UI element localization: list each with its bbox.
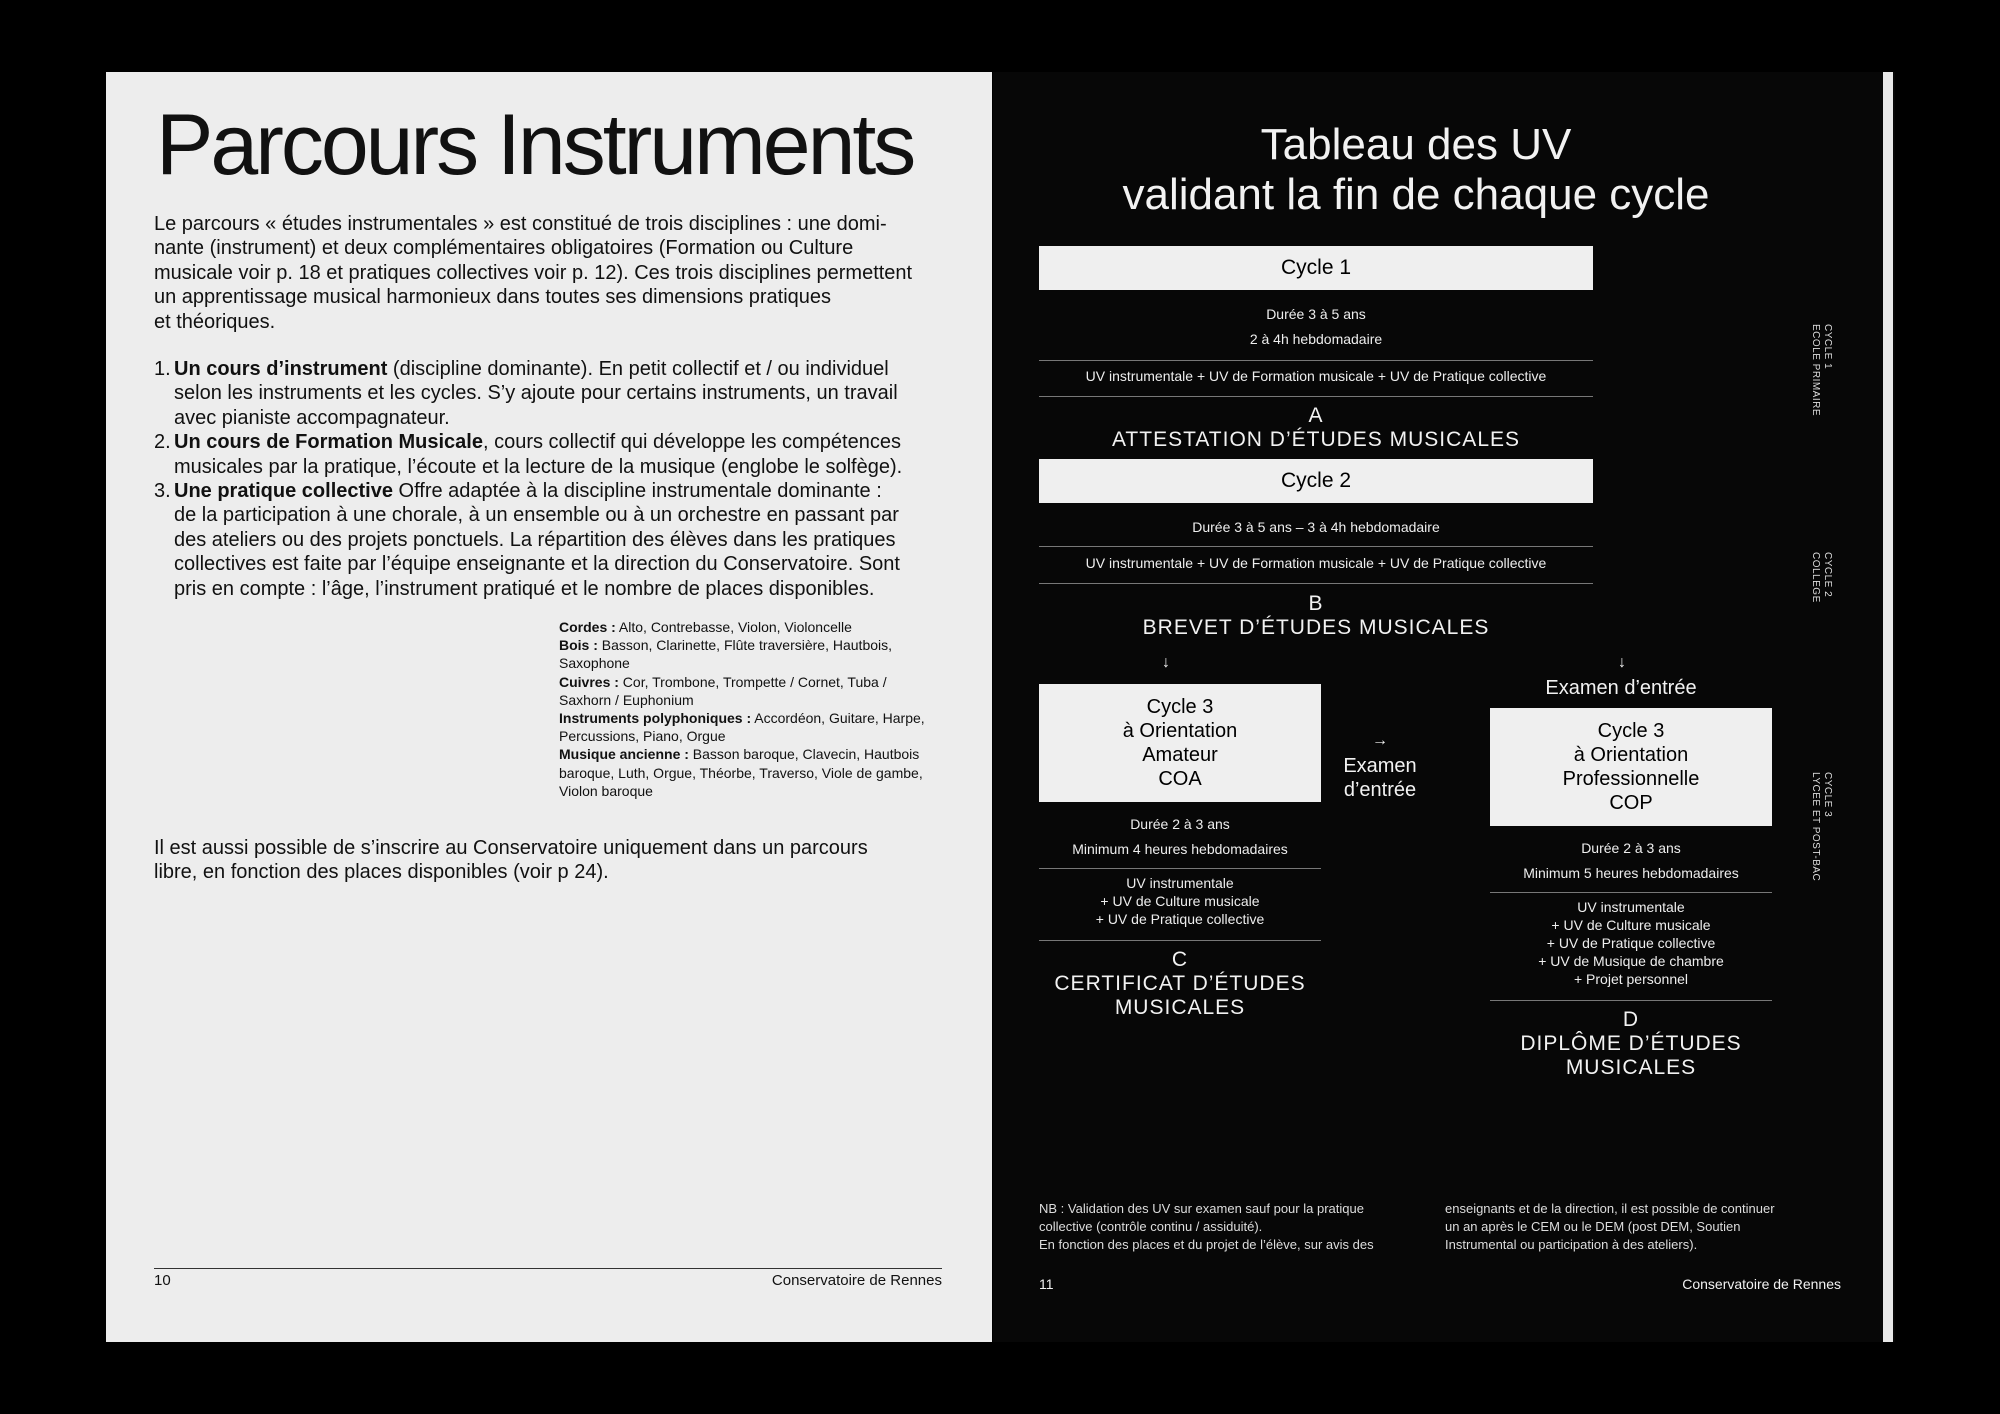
list-item-title: Un cours d’instrument [174, 358, 388, 380]
cop-hours: Minimum 5 heures hebdomadaires [1523, 865, 1739, 881]
disciplines-list [154, 357, 1054, 601]
family-label: Bois : [559, 637, 598, 654]
list-item [154, 357, 1054, 430]
list-item [154, 479, 1054, 601]
family-text: Alto, Contrebasse, Violon, Violoncelle [615, 619, 852, 635]
cycle1-duration: Durée 3 à 5 ans [1266, 306, 1366, 322]
note-right: enseignants et de la direction, il est possible de continuer un an après le CEM ou le DEM (post DEM, Soutien Instrumental ou participation à des ateliers). [1445, 1201, 1775, 1252]
intro-line: Le parcours « études instrumentales » est constitué de trois disciplines : une domi- [154, 213, 887, 235]
list-item-text: des ateliers ou des projets ponctuels. La répartition des élèves dans les pratiques [174, 528, 896, 551]
footer-rule [154, 1268, 942, 1269]
instrument-families [559, 618, 959, 800]
family-text: baroque, Luth, Orgue, Théorbe, Traverso, Viole de gambe, [559, 764, 923, 781]
page-edge [1883, 72, 1893, 1342]
page-number: 11 [1039, 1276, 1054, 1292]
family-text: Percussions, Piano, Orgue [559, 728, 726, 745]
family-text: Cor, Trombone, Trompette / Cornet, Tuba / [618, 673, 887, 690]
cycle2-uv: UV instrumentale + UV de Formation musicale + UV de Pratique collective [1085, 555, 1547, 571]
cycle2-diploma [1039, 592, 1593, 640]
page-number: 10 [154, 1272, 171, 1289]
family-label: Instruments polyphoniques : [559, 709, 752, 726]
diploma-letter: C [1171, 948, 1189, 971]
divider [1039, 868, 1321, 869]
cop-diploma: D DIPLÔME D’ÉTUDES MUSICALES [1490, 1008, 1772, 1080]
intro-line: et théoriques. [154, 310, 276, 333]
outro-line: libre, en fonction des places disponibles (voir p 24). [154, 861, 609, 884]
intro-line: un apprentissage musical harmonieux dans toutes ses dimensions pratiques [154, 286, 832, 309]
cycle1-diploma [1039, 404, 1593, 452]
coa-uv: UV instrumentale + UV de Culture musicale + UV de Pratique collective [1095, 875, 1265, 927]
family-polyphoniques [559, 709, 959, 745]
family-cordes [559, 618, 959, 636]
cop-box: Cycle 3 à Orientation Professionnelle COP [1490, 708, 1772, 826]
coa-to-cop-exam: Examen d’entrée [1343, 755, 1417, 801]
diploma-name: ATTESTATION D’ÉTUDES MUSICALES [1111, 428, 1521, 451]
list-item-text: de la participation à une chorale, à un ensemble ou à un orchestre en passant par [174, 504, 899, 527]
coa-duration: Durée 2 à 3 ans [1130, 816, 1230, 832]
right-page [993, 72, 1895, 1342]
divider [1039, 940, 1321, 941]
list-item-text: pris en compte : l’âge, l’instrument pratiqué et le nombre de places disponibles. [174, 577, 875, 600]
divider [1039, 360, 1593, 361]
title-line: validant la fin de chaque cycle [1122, 170, 1710, 219]
list-item-title: Un cours de Formation Musicale [174, 431, 483, 454]
list-item-text: Offre adaptée à la discipline instrumentale dominante : [392, 479, 882, 502]
cop-exam-label: Examen d’entrée [1545, 677, 1697, 699]
list-item-text: collectives est faite par l’équipe enseignante et la direction du Conservatoire. Sont [174, 553, 900, 576]
cycle2-side-label: CYCLE 2 COLLEGE [1810, 552, 1833, 603]
arrow-right-icon: → [1372, 732, 1388, 749]
family-text: Basson, Clarinette, Flûte traversière, Hautbois, [597, 637, 893, 654]
coa-box: Cycle 3 à Orientation Amateur COA [1039, 684, 1321, 802]
list-item-text: , cours collectif qui développe les compétences [482, 431, 901, 454]
diploma-name: BREVET D’ÉTUDES MUSICALES [1142, 616, 1490, 639]
intro-line: musicale voir p. 18 et pratiques collectives voir p. 12). Ces trois disciplines permettent [154, 261, 913, 284]
family-text: Saxhorn / Euphonium [559, 691, 694, 708]
cycle3-side-label: CYCLE 3 LYCEE ET POST-BAC [1810, 772, 1833, 882]
cop-duration: Durée 2 à 3 ans [1581, 840, 1681, 856]
coa-diploma: C CERTIFICAT D’ÉTUDES MUSICALES [1039, 948, 1321, 1020]
title-line: Tableau des UV [1260, 120, 1572, 169]
divider [1490, 1000, 1772, 1001]
arrow-down-icon: ↓ [1618, 654, 1626, 671]
cycle2-box [1039, 459, 1593, 503]
family-ancienne [559, 745, 959, 800]
list-item-title: Une pratique collective [174, 479, 393, 502]
intro-line: nante (instrument) et deux complémentaires obligatoires (Formation ou Culture [154, 237, 854, 260]
footer-publisher: Conservatoire de Rennes [1682, 1276, 1841, 1292]
cycle1-hours: 2 à 4h hebdomadaire [1249, 331, 1383, 347]
cycle2-label: Cycle 2 [1280, 469, 1352, 492]
cycle2-duration: Durée 3 à 5 ans – 3 à 4h hebdomadaire [1192, 519, 1440, 535]
list-number: 2. [154, 431, 171, 454]
family-label: Cordes : [559, 619, 616, 635]
cycle1-info [1039, 305, 1593, 348]
family-text: Saxophone [559, 655, 630, 672]
diploma-letter: B [1308, 592, 1324, 615]
cop-uv: UV instrumentale + UV de Culture musicale + UV de Pratique collective + UV de Musique de chambre + Projet personnel [1538, 899, 1724, 987]
family-bois [559, 636, 959, 672]
page-title: Parcours Instruments [156, 97, 914, 193]
diploma-letter: D [1622, 1008, 1640, 1031]
divider [1039, 583, 1593, 584]
cycle1-box [1039, 246, 1593, 290]
arrow-down-icon: ↓ [1162, 654, 1170, 671]
list-item [154, 430, 1054, 479]
divider [1039, 546, 1593, 547]
list-item-text: avec pianiste accompagnateur. [174, 406, 450, 429]
divider [1490, 892, 1772, 893]
family-label: Musique ancienne : [559, 746, 689, 763]
left-page [106, 72, 992, 1342]
footer-publisher: Conservatoire de Rennes [771, 1272, 942, 1289]
list-item-text: (discipline dominante). En petit collectif et / ou individuel [387, 358, 889, 380]
list-number: 1. [154, 358, 171, 380]
coa-info [1039, 815, 1321, 858]
family-text: Violon baroque [559, 782, 653, 799]
table-title [993, 120, 1839, 220]
family-cuivres [559, 673, 959, 709]
cycle1-uv: UV instrumentale + UV de Formation musicale + UV de Pratique collective [1085, 368, 1547, 384]
outro-line: Il est aussi possible de s’inscrire au Conservatoire uniquement dans un parcours [154, 837, 868, 859]
intro-paragraph [154, 212, 1054, 334]
family-label: Cuivres : [559, 673, 619, 690]
list-item-text: musicales par la pratique, l’écoute et la lecture de la musique (englobe le solfège). [174, 455, 903, 478]
outro-paragraph [154, 836, 1054, 885]
cop-info [1490, 839, 1772, 882]
list-number: 3. [154, 479, 171, 502]
family-text: Basson baroque, Clavecin, Hautbois [688, 746, 920, 763]
coa-hours: Minimum 4 heures hebdomadaires [1072, 841, 1288, 857]
note-left: NB : Validation des UV sur examen sauf pour la pratique collective (contrôle continu / assiduité). En fonction des places et du projet de l’élève, sur avis des [1039, 1201, 1374, 1252]
diploma-letter: A [1308, 404, 1324, 427]
divider [1039, 396, 1593, 397]
family-text: Accordéon, Guitare, Harpe, [751, 709, 925, 726]
list-item-text: selon les instruments et les cycles. S’y ajoute pour certains instruments, un travail [174, 382, 898, 405]
cycle1-label: Cycle 1 [1280, 256, 1352, 279]
cycle1-side-label: CYCLE 1 ECOLE PRIMAIRE [1810, 324, 1833, 417]
